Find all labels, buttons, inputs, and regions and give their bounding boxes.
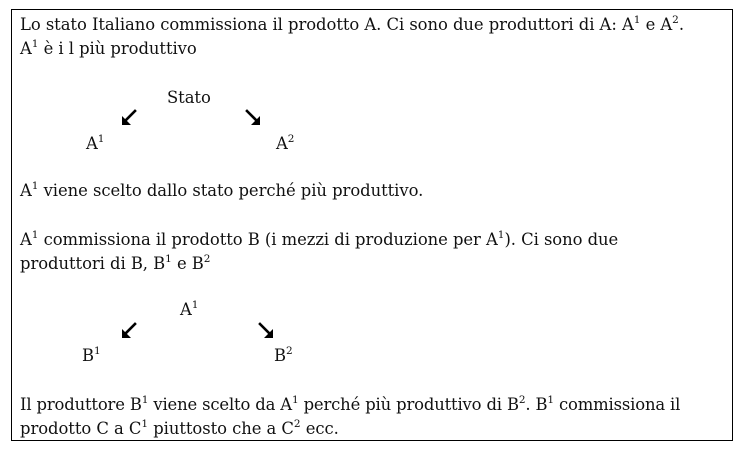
paragraph-1: $A^1$ viene scelto dallo stato perché più produttivo. xyxy=(20,179,424,200)
diagram2-top-node: $A^1$ xyxy=(180,298,199,319)
arrow-down-right-icon xyxy=(243,108,263,128)
paragraph-3-line-1: Il produttore $B^1$ viene scelto da $A^1$ perché più produttivo di $B^2$. $B^1$ commissiona il xyxy=(20,393,681,414)
arrow-down-left-icon xyxy=(119,321,139,341)
diagram2-right-node: $B^2$ xyxy=(274,344,293,365)
diagram2-left-node: $B^1$ xyxy=(82,344,101,365)
arrow-down-right-icon xyxy=(256,321,276,341)
paragraph-2-line-2: produttori di B, $B^1$ e $B^2$ xyxy=(20,252,211,273)
diagram1-left-node: $A^1$ xyxy=(86,132,105,153)
document-frame xyxy=(11,9,733,441)
intro-line-1: Lo stato Italiano commissiona il prodotto A. Ci sono due produttori di A: $A^1$ e $A^2$. xyxy=(20,13,684,34)
paragraph-2-line-1: $A^1$ commissiona il prodotto B (i mezzi di produzione per $A^1$). Ci sono due xyxy=(20,228,619,249)
diagram1-top-node: Stato xyxy=(167,88,211,107)
paragraph-3-line-2: prodotto C a $C^1$ piuttosto che a $C^2$ ecc. xyxy=(20,417,339,438)
diagram1-right-node: $A^2$ xyxy=(276,132,295,153)
arrow-down-left-icon xyxy=(119,108,139,128)
intro-line-2: $A^1$ è i l più produttivo xyxy=(20,37,197,58)
